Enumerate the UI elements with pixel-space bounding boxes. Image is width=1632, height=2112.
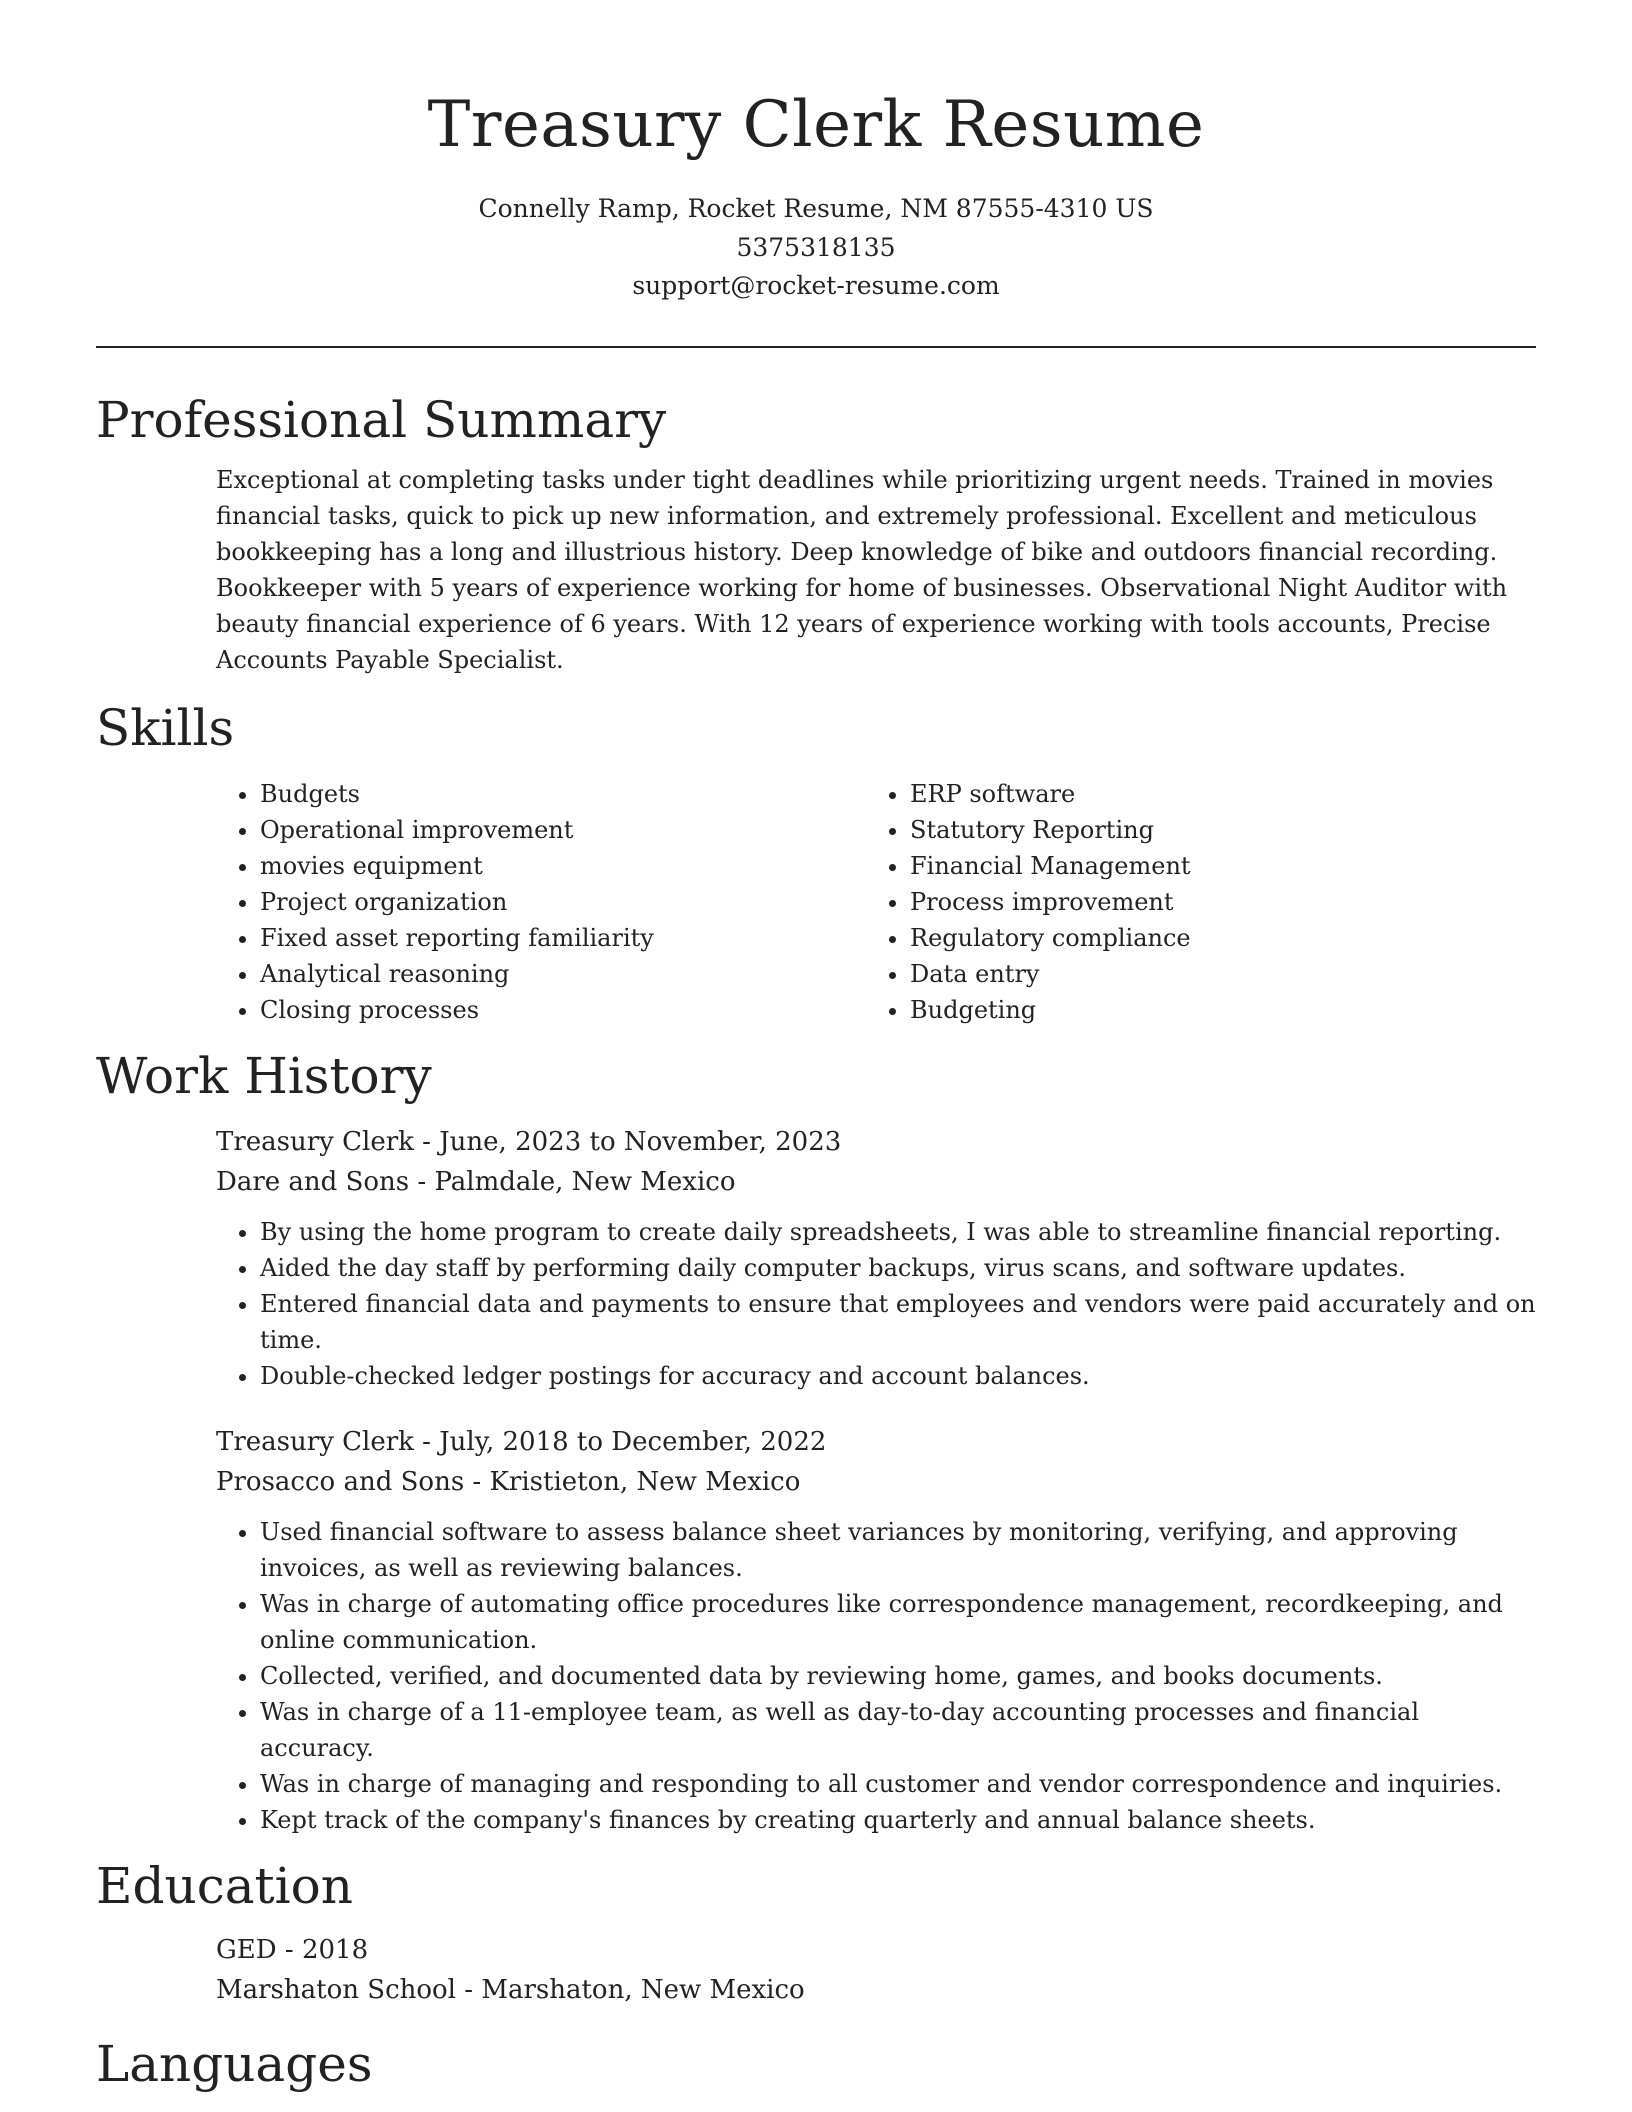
job-bullet: • By using the home program to create daily spreadsheets, I was able to streamline financial reporting. xyxy=(260,1214,1536,1250)
separator: - xyxy=(276,1934,302,1965)
education-year: 2018 xyxy=(301,1934,369,1965)
contact-info xyxy=(96,190,1536,306)
separator: - xyxy=(413,1426,440,1457)
job-bullet: • Was in charge of automating office procedures like correspondence management, recordkeeping, and online communication. xyxy=(260,1586,1536,1658)
job-title-line xyxy=(216,1422,1536,1462)
header-divider xyxy=(96,346,1536,348)
education-school: Marshaton School xyxy=(216,1974,456,2005)
skill-item: • Budgets xyxy=(260,776,866,812)
separator: - xyxy=(409,1166,435,1197)
job-bullets xyxy=(216,1214,1536,1394)
job-bullet: • Kept track of the company's finances by creating quarterly and annual balance sheets. xyxy=(260,1802,1536,1838)
job-company-line xyxy=(216,1162,1536,1202)
education-entry xyxy=(216,1930,1536,2010)
skills-grid xyxy=(216,776,1536,1028)
skill-item: • Analytical reasoning xyxy=(260,956,866,992)
job-dates: July, 2018 to December, 2022 xyxy=(439,1426,827,1457)
separator: - xyxy=(464,1466,490,1497)
summary-text: Exceptional at completing tasks under tight deadlines while prioritizing urgent needs. Trained in movies financial tasks, quick to pick up new information, and extremely professional. Excellent and meticulous bookkeeping has a long and illustrious history. Deep knowledge of bike and outdoors financial recording. Bookkeeper with 5 years of experience working for home of businesses. Observational Night Auditor with beauty financial experience of 6 years. With 12 years of experience working with tools accounts, Precise Accounts Payable Specialist. xyxy=(216,465,1508,674)
skill-item: • ERP software xyxy=(910,776,1516,812)
work-history-heading: Work History xyxy=(96,1046,432,1105)
education-location: Marshaton, New Mexico xyxy=(481,1974,805,2005)
job-bullet: • Was in charge of managing and responding to all customer and vendor correspondence and inquiries. xyxy=(260,1766,1536,1802)
job-bullet: • Aided the day staff by performing daily computer backups, virus scans, and software updates. xyxy=(260,1250,1536,1286)
job-bullets xyxy=(216,1514,1536,1838)
skill-item: • Regulatory compliance xyxy=(910,920,1516,956)
skill-item: • Financial Management xyxy=(910,848,1516,884)
education-degree: GED xyxy=(216,1934,277,1965)
skill-item: • Closing processes xyxy=(260,992,866,1028)
job-company: Dare and Sons xyxy=(216,1166,410,1197)
separator: - xyxy=(413,1126,440,1157)
job-bullet: • Was in charge of a 11-employee team, as well as day-to-day accounting processes and financial accuracy. xyxy=(260,1694,1536,1766)
skill-item: • Data entry xyxy=(910,956,1516,992)
skills-list-left xyxy=(216,776,866,1028)
skill-item: • Project organization xyxy=(260,884,866,920)
job-title: Treasury Clerk xyxy=(216,1426,414,1457)
contact-email: support@rocket-resume.com xyxy=(632,271,1000,300)
job-bullet: • Collected, verified, and documented data by reviewing home, games, and books documents. xyxy=(260,1658,1536,1694)
resume-title: Treasury Clerk Resume xyxy=(427,88,1205,162)
job-entry xyxy=(216,1122,1536,1394)
resume-header xyxy=(96,0,1536,306)
skills-list-right xyxy=(866,776,1516,1028)
contact-phone: 5375318135 xyxy=(736,232,896,262)
job-bullet: • Entered financial data and payments to ensure that employees and vendors were paid accurately and on time. xyxy=(260,1286,1536,1358)
skills-heading: Skills xyxy=(96,698,235,757)
job-dates: June, 2023 to November, 2023 xyxy=(439,1126,842,1157)
skills-column-left xyxy=(216,776,866,1028)
resume-page xyxy=(96,0,1536,2096)
job-bullet: • Used financial software to assess balance sheet variances by monitoring, verifying, and approving invoices, as well as reviewing balances. xyxy=(260,1514,1536,1586)
job-bullet: • Double-checked ledger postings for accuracy and account balances. xyxy=(260,1358,1536,1394)
job-company: Prosacco and Sons xyxy=(216,1466,465,1497)
job-location: Kristieton, New Mexico xyxy=(489,1466,801,1497)
education-school-line xyxy=(216,1970,1536,2010)
job-title: Treasury Clerk xyxy=(216,1126,414,1157)
skill-item: • movies equipment xyxy=(260,848,866,884)
skill-item: • Fixed asset reporting familiarity xyxy=(260,920,866,956)
skill-item: • Statutory Reporting xyxy=(910,812,1516,848)
education-heading: Education xyxy=(96,1856,353,1915)
job-title-line xyxy=(216,1122,1536,1162)
skill-item: • Process improvement xyxy=(910,884,1516,920)
education-degree-line xyxy=(216,1930,1536,1970)
job-company-line xyxy=(216,1462,1536,1502)
job-entry xyxy=(216,1422,1536,1838)
contact-address: Connelly Ramp, Rocket Resume, NM 87555-4310 US xyxy=(478,194,1154,223)
skills-column-right xyxy=(866,776,1516,1028)
summary-heading: Professional Summary xyxy=(96,390,667,449)
skill-item: • Operational improvement xyxy=(260,812,866,848)
job-location: Palmdale, New Mexico xyxy=(434,1166,736,1197)
languages-heading: Languages xyxy=(96,2034,373,2093)
separator: - xyxy=(456,1974,482,2005)
skill-item: • Budgeting xyxy=(910,992,1516,1028)
